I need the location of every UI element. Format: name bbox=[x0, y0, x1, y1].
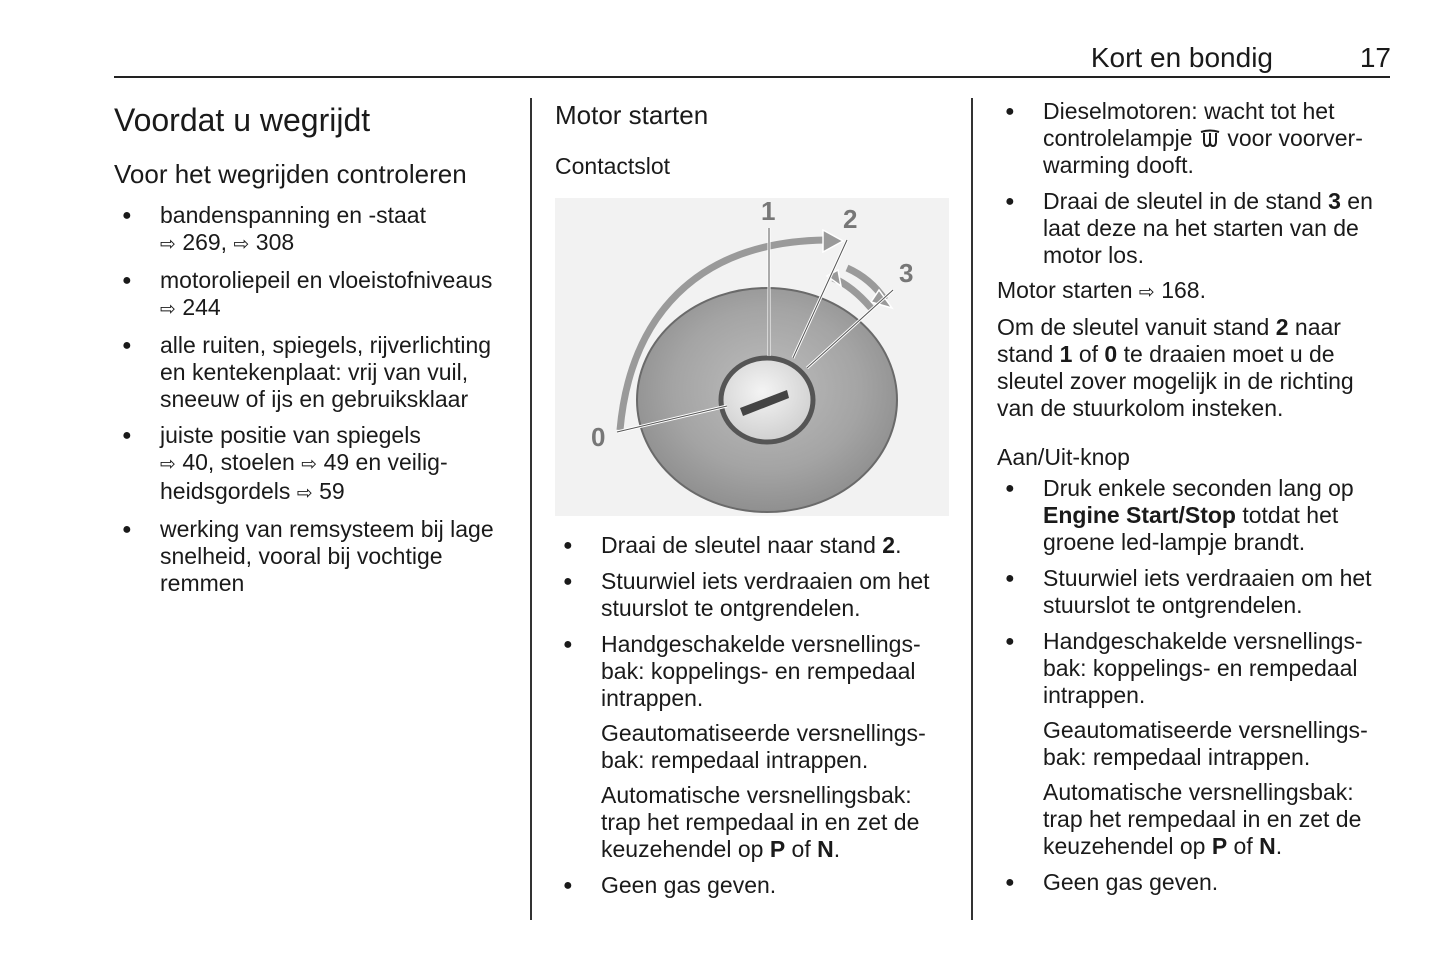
position-label-1: 1 bbox=[761, 198, 776, 226]
ignition-switch-figure bbox=[555, 198, 949, 516]
diesel-steps bbox=[997, 98, 1393, 269]
list-item: ● Geen gas geven. bbox=[997, 869, 1393, 896]
section-title: Kort en bondig bbox=[1090, 42, 1273, 73]
position-label-2: 2 bbox=[843, 204, 858, 234]
list-item: ● Draai de sleutel naar stand 2. bbox=[555, 532, 951, 559]
key-position-paragraph: Om de sleutel vanuit stand 2 naar stand 1 of 0 te draaien moet u de sleutel zover mogelijk in de richting van de stuurkolom insteken. bbox=[997, 314, 1354, 421]
list-subparagraph: Automatische versnellingsbak: trap het rempedaal in en zet de keuzehendel op P of N. bbox=[1043, 779, 1362, 859]
list-item: ● Draai de sleutel in de stand 3 en laat deze na het starten van de motor los. bbox=[997, 188, 1393, 269]
list-item: ● Stuurwiel iets verdraaien om het stuurslot te ontgrendelen. bbox=[997, 565, 1393, 619]
page-number: 17 bbox=[1359, 42, 1391, 73]
preheat-glow-plug-icon bbox=[1199, 129, 1221, 149]
column-divider-1 bbox=[530, 98, 532, 920]
subsection-heading: Voor het wegrijden controleren bbox=[114, 159, 467, 189]
column-divider-2 bbox=[971, 98, 973, 920]
list-item: ● alle ruiten, spiegels, rijverlichting en kentekenplaat: vrij van vuil, sneeuw of ijs en gebruiksklaar bbox=[114, 332, 514, 413]
list-item: ● Handgeschakelde versnellingsbak: koppelings- en rempedaal intrappen. Geautomatiseerde versnellingsbak: rempedaal intrappen. Automatische versnellingsbak: trap het rempedaal in en zet de keuzehendel op P of N. bbox=[997, 628, 1393, 860]
cross-reference-arrow-icon: ⇨ bbox=[160, 298, 176, 320]
list-subparagraph: Automatische versnellingsbak: trap het rempedaal in en zet de keuzehendel op P of N. bbox=[601, 782, 920, 862]
subsection-heading: Aan/Uit-knop bbox=[997, 444, 1130, 470]
power-button-steps bbox=[997, 475, 1393, 896]
list-item: ● Dieselmotoren: wacht tot het controlelampje voor voorverwarming dooft. bbox=[997, 98, 1393, 179]
cross-reference-arrow-icon: ⇨ bbox=[1138, 281, 1155, 303]
start-steps bbox=[555, 532, 951, 899]
column-1 bbox=[114, 98, 514, 597]
cross-reference-arrow-icon: ⇨ bbox=[301, 453, 318, 475]
position-label-0: 0 bbox=[591, 422, 606, 452]
cross-reference-arrow-icon: ⇨ bbox=[160, 233, 176, 255]
list-item: ● juiste positie van spiegels ⇨ 40, stoelen ⇨ 49 en veiligheidsgordels ⇨ 59 bbox=[114, 422, 514, 507]
cross-reference-arrow-icon: ⇨ bbox=[233, 233, 250, 255]
list-item: ● werking van remsysteem bij lage snelheid, vooral bij vochtige remmen bbox=[114, 516, 514, 597]
list-item: ● Geen gas geven. bbox=[555, 872, 951, 899]
cross-reference-paragraph: Motor starten ⇨ 168. bbox=[997, 277, 1206, 303]
header-divider bbox=[114, 76, 1390, 78]
list-item: ● Stuurwiel iets verdraaien om het stuurslot te ontgrendelen. bbox=[555, 568, 951, 622]
ignition-switch-diagram bbox=[555, 198, 949, 516]
list-item: ● Handgeschakelde versnellingsbak: koppelings- en rempedaal intrappen. Geautomatiseerde versnellingsbak: rempedaal intrappen. Automatische versnellingsbak: trap het rempedaal in en zet de keuzehendel op P of N. bbox=[555, 631, 951, 863]
subsection-heading: Contactslot bbox=[555, 153, 671, 179]
column-2 bbox=[555, 98, 951, 899]
checklist bbox=[114, 202, 514, 597]
cross-reference-arrow-icon: ⇨ bbox=[160, 453, 176, 475]
column-3 bbox=[997, 98, 1393, 896]
section-heading: Motor starten bbox=[555, 100, 709, 130]
cross-reference-arrow-icon: ⇨ bbox=[296, 482, 313, 504]
position-label-3: 3 bbox=[899, 258, 914, 288]
list-item: ● motoroliepeil en vloeistofniveaus ⇨ 244 bbox=[114, 267, 514, 323]
section-heading: Voordat u wegrijdt bbox=[114, 102, 371, 138]
list-item: ● bandenspanning en -staat ⇨ 269, ⇨ 308 bbox=[114, 202, 514, 258]
list-item: ● Druk enkele seconden lang op Engine Start/Stop totdat het groene led-lampje brandt. bbox=[997, 475, 1393, 556]
